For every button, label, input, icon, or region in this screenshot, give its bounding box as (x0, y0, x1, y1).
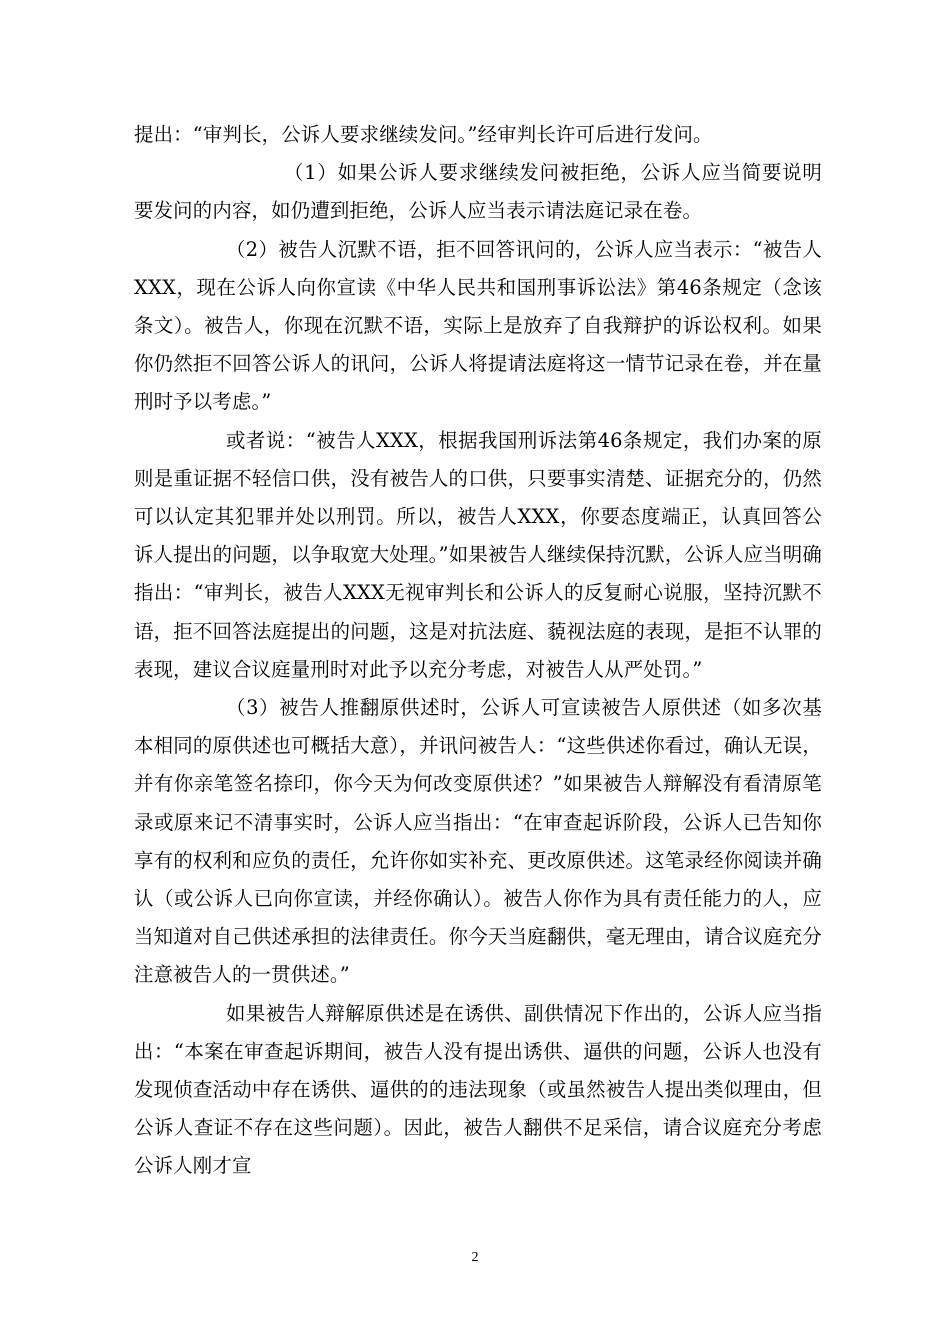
paragraph-item-2: （2）被告人沉默不语，拒不回答讯问的，公诉人应当表示：“被告人XXX，现在公诉人向你宣读《中华人民共和国刑事诉讼法》第46条规定（念该条文）。被告人，你现在沉默不语，实际上是放弃了自我辩护的诉讼权利。如果你仍然拒不回答公诉人的讯问，公诉人将提请法庭将这一情节记录在卷，并在量刑时予以考虑。” (134, 237, 822, 414)
paragraph-coerced-confession: 如果被告人辩解原供述是在诱供、副供情况下作出的，公诉人应当指出：“本案在审查起诉期间，被告人没有提出诱供、逼供的问题，公诉人也没有发现侦查活动中存在诱供、逼供的的违法现象（或虽然被告人提出类似理由，但公诉人查证不存在这些问题）。因此，被告人翻供不足采信，请合议庭充分考虑公诉人刚才宣 (134, 1001, 822, 1178)
paragraph-item-1: （1）如果公诉人要求继续发问被拒绝，公诉人应当简要说明要发问的内容，如仍遭到拒绝，公诉人应当表示请法庭记录在卷。 (134, 161, 822, 223)
paragraph-alternative-statement: 或者说：“被告人XXX，根据我国刑诉法第46条规定，我们办案的原则是重证据不轻信口供，没有被告人的口供，只要事实清楚、证据充分的，仍然可以认定其犯罪并处以刑罚。所以，被告人XXX，你要态度端正，认真回答公诉人提出的问题，以争取宽大处理。”如果被告人继续保持沉默，公诉人应当明确指出：“审判长，被告人XXX无视审判长和公诉人的反复耐心说服，坚持沉默不语，拒不回答法庭提出的问题，这是对抗法庭、藐视法庭的表现，是拒不认罪的表现，建议合议庭量刑时对此予以充分考虑，对被告人从严处罚。” (134, 428, 822, 681)
paragraph-item-3: （3）被告人推翻原供述时，公诉人可宣读被告人原供述（如多次基本相同的原供述也可概括大意），并讯问被告人：“这些供述你看过，确认无误，并有你亲笔签名捺印，你今天为何改变原供述？”如果被告人辩解没有看清原笔录或原来记不清事实时，公诉人应当指出：“在审查起诉阶段，公诉人已告知你享有的权利和应负的责任，允许你如实补充、更改原供述。这笔录经你阅读并确认（或公诉人已向你宣读，并经你确认）。被告人你作为具有责任能力的人，应当知道对自己供述承担的法律责任。你今天当庭翻供，毫无理由，请合议庭充分注意被告人的一贯供述。” (134, 696, 822, 987)
paragraph-continuation: 提出：“审判长，公诉人要求继续发问。”经审判长许可后进行发问。 (134, 123, 713, 146)
document-body (134, 116, 822, 1186)
page-number: 2 (471, 1250, 479, 1265)
